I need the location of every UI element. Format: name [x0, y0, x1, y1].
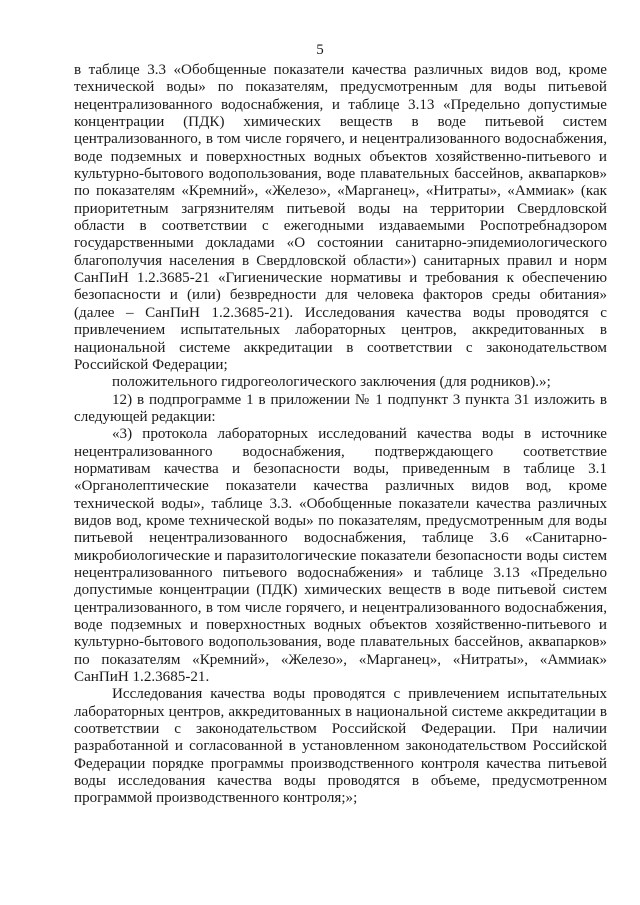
document-body	[74, 62, 607, 808]
paragraph-item-12: 12) в подпрограмме 1 в приложении № 1 подпункт 3 пункта 31 изложить в следующей редакции:	[74, 391, 607, 425]
paragraph-water-quality-research: Исследования качества воды проводятся с привлечением испытательных лабораторных центров, аккредитованных в национальной системе аккредитации в соответствии с законодательством Российской Федерации. При наличии разработанной и согласованной в установленном законодательством Российской Федерации порядке программы производственного контроля качества питьевой воды исследования качества воды проводятся в объеме, предусмотренном программой производственного контроля;»;	[74, 686, 607, 807]
paragraph-table-references: в таблице 3.3 «Обобщенные показатели качества различных видов вод, кроме технической воды» по показателям, предусмотренным для воды питьевой нецентрализованного водоснабжения, и таблице 3.13 «Предельно допустимые концентрации (ПДК) химических веществ в воде питьевой систем централизованного, в том числе горячего, и нецентрализованного водоснабжения, воде подземных и поверхностных водных объектов хозяйственно-питьевого и культурно-бытового водопользования, воде плавательных бассейнов, аквапарков» по показателям «Кремний», «Железо», «Марганец», «Нитраты», «Аммиак» (как приоритетным загрязнителям питьевой воды на территории Свердловской области в соответствии с ежегодными издаваемыми Роспотребнадзором государственными докладами «О состоянии санитарно-эпидемиологического благополучия населения в Свердловской области») санитарных правил и норм СанПиН 1.2.3685-21 «Гигиенические нормативы и требования к обеспечению безопасности и (или) безвредности для человека факторов среды обитания» (далее – СанПиН 1.2.3685-21). Исследования качества воды проводятся с привлечением испытательных лабораторных центров, аккредитованных в национальной системе аккредитации в соответствии с законодательством Российской Федерации;	[74, 62, 607, 373]
paragraph-subitem-3-protocol: «3) протокола лабораторных исследований качества воды в источнике нецентрализованного водоснабжения, подтверждающего соответствие нормативам качества и безопасности воды, приведенным в таблице 3.1 «Органолептические показатели качества различных видов вод, кроме технической воды», таблице 3.3. «Обобщенные показатели качества различных видов вод, кроме технической воды» по показателям, предусмотренным для воды питьевой нецентрализованного водоснабжения, таблице 3.6 «Санитарно-микробиологические и паразитологические показатели безопасности воды систем нецентрализованного питьевого водоснабжения» и таблице 3.13 «Предельно допустимые концентрации (ПДК) химических веществ в воде питьевой систем централизованного, в том числе горячего, и нецентрализованного водоснабжения, воде подземных и поверхностных водных объектов хозяйственно-питьевого и культурно-бытового водопользования, воде плавательных бассейнов, аквапарков» по показателям «Кремний», «Железо», «Марганец», «Нитраты», «Аммиак» СанПиН 1.2.3685-21.	[74, 426, 607, 686]
page-number: 5	[316, 42, 324, 58]
paragraph-hydrogeological-conclusion: положительного гидрогеологического заключения (для родников).»;	[112, 374, 551, 391]
